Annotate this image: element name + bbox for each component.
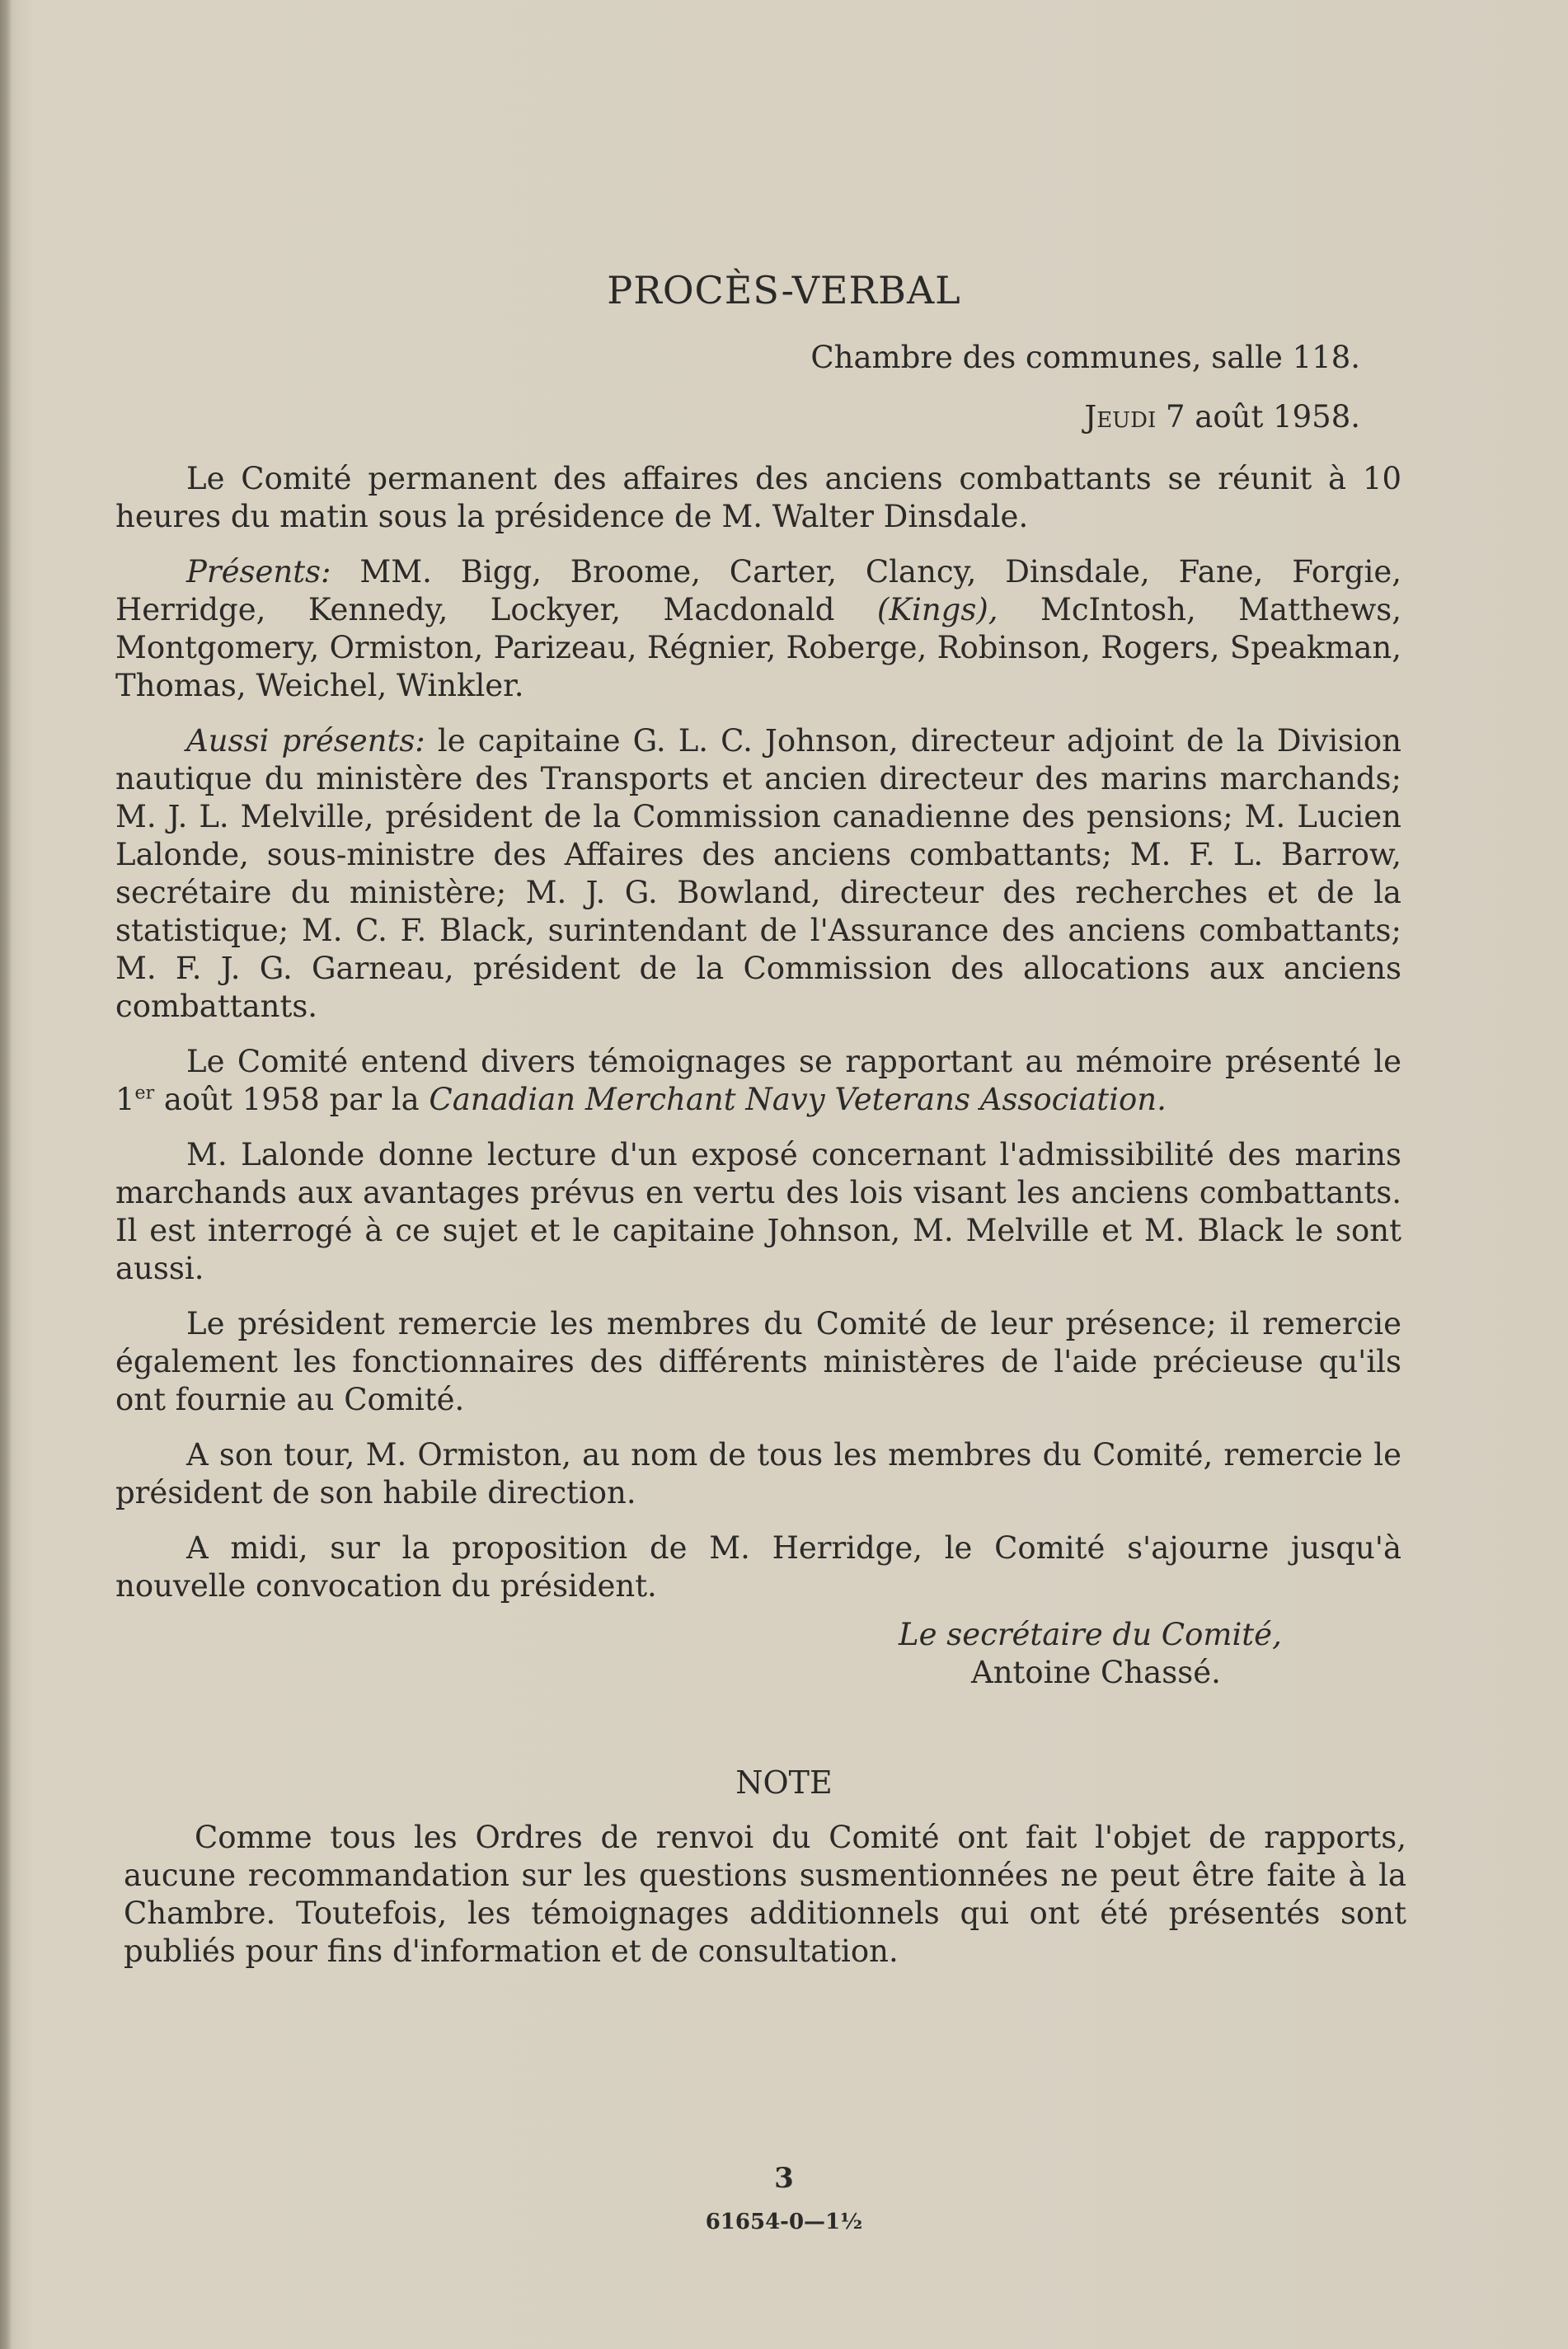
temoignages-paragraph [115,1043,1401,1119]
print-code: 61654-0—1½ [705,2210,863,2234]
secretary-name: Antoine Chassé. [971,1655,1221,1690]
minutes-body [115,460,1401,1605]
note-text: Comme tous les Ordres de renvoi du Comité ont fait l'objet de rapports, aucune recommandation sur les questions susmentionnées ne peut être faite à la Chambre. Toutefois, les témoignages additionnels qui ont été présentés sont publiés pour fins d'information et de consultation. [124,1820,1406,1969]
temoignages-superscript: er [134,1083,155,1104]
temoignages-text-b: août 1958 par la [154,1082,430,1117]
aussi-presents-label: Aussi présents: [186,723,425,759]
presents-paragraph [115,553,1401,705]
secretary-role: Le secrétaire du Comité, [899,1617,1282,1652]
note-section [124,1819,1406,1971]
association-name: Canadian Merchant Navy Veterans Association. [429,1082,1167,1117]
presents-list-b: McIntosh, Matthews, Montgomery, Ormiston, Parizeau, Régnier, Roberge, Robinson, Rogers, Speakman, Thomas, Weichel, Winkler. [115,592,1401,703]
lalonde-paragraph: M. Lalonde donne lecture d'un exposé concernant l'admissibilité des marins marchands aux avantages prévus en vertu des lois visant les anciens combattants. Il est interrogé à ce sujet et le capitaine Johnson, M. Melville et M. Black le sont aussi. [115,1137,1401,1286]
ormiston-paragraph: A son tour, M. Ormiston, au nom de tous les membres du Comité, remercie le président de son habile direction. [115,1437,1401,1510]
temoignages-text-a: Le Comité entend divers témoignages se rapportant au mémoire présenté le 1 [115,1044,1401,1117]
president-paragraph: Le président remercie les membres du Comité de leur présence; il remercie également les fonctionnaires des différents ministères de l'aide précieuse qu'ils ont fournie au Comité. [115,1306,1401,1417]
aussi-presents-text: le capitaine G. L. C. Johnson, directeur adjoint de la Division nautique du ministère des Transports et ancien directeur des marins marchands; M. J. L. Melville, président de la Commission canadienne des pensions; M. Lucien Lalonde, sous-ministre des Affaires des anciens combattants; M. F. L. Barrow, secrétaire du ministère; M. J. G. Bowland, directeur des recherches et de la statistique; M. C. F. Black, surintendant de l'Assurance des anciens combattants; M. F. J. G. Garneau, président de la Commission des allocations aux anciens combattants. [115,723,1401,1024]
page-title: PROCÈS-VERBAL [607,268,961,312]
aussi-presents-paragraph [115,722,1401,1026]
binding-edge [0,0,12,2349]
presents-list-a: MM. Bigg, Broome, Carter, Clancy, Dinsdale, Fane, Forgie, Herridge, Kennedy, Lockyer, Macdonald [115,554,1401,627]
adjournment-paragraph: A midi, sur la proposition de M. Herridge, le Comité s'ajourne jusqu'à nouvelle convocation du président. [115,1530,1401,1604]
meeting-location: Chambre des communes, salle 118. [810,340,1360,375]
opening-paragraph: Le Comité permanent des affaires des anciens combattants se réunit à 10 heures du matin sous la présidence de M. Walter Dinsdale. [115,461,1401,534]
meeting-date [1084,399,1360,435]
note-heading: NOTE [735,1764,833,1801]
meeting-date-rest: 7 août 1958. [1156,399,1360,435]
presents-kings: (Kings), [876,592,998,627]
presents-label: Présents: [186,554,331,590]
page-number: 3 [774,2162,794,2195]
signature-block [899,1616,1311,1692]
meeting-day: Jeudi [1084,399,1157,435]
